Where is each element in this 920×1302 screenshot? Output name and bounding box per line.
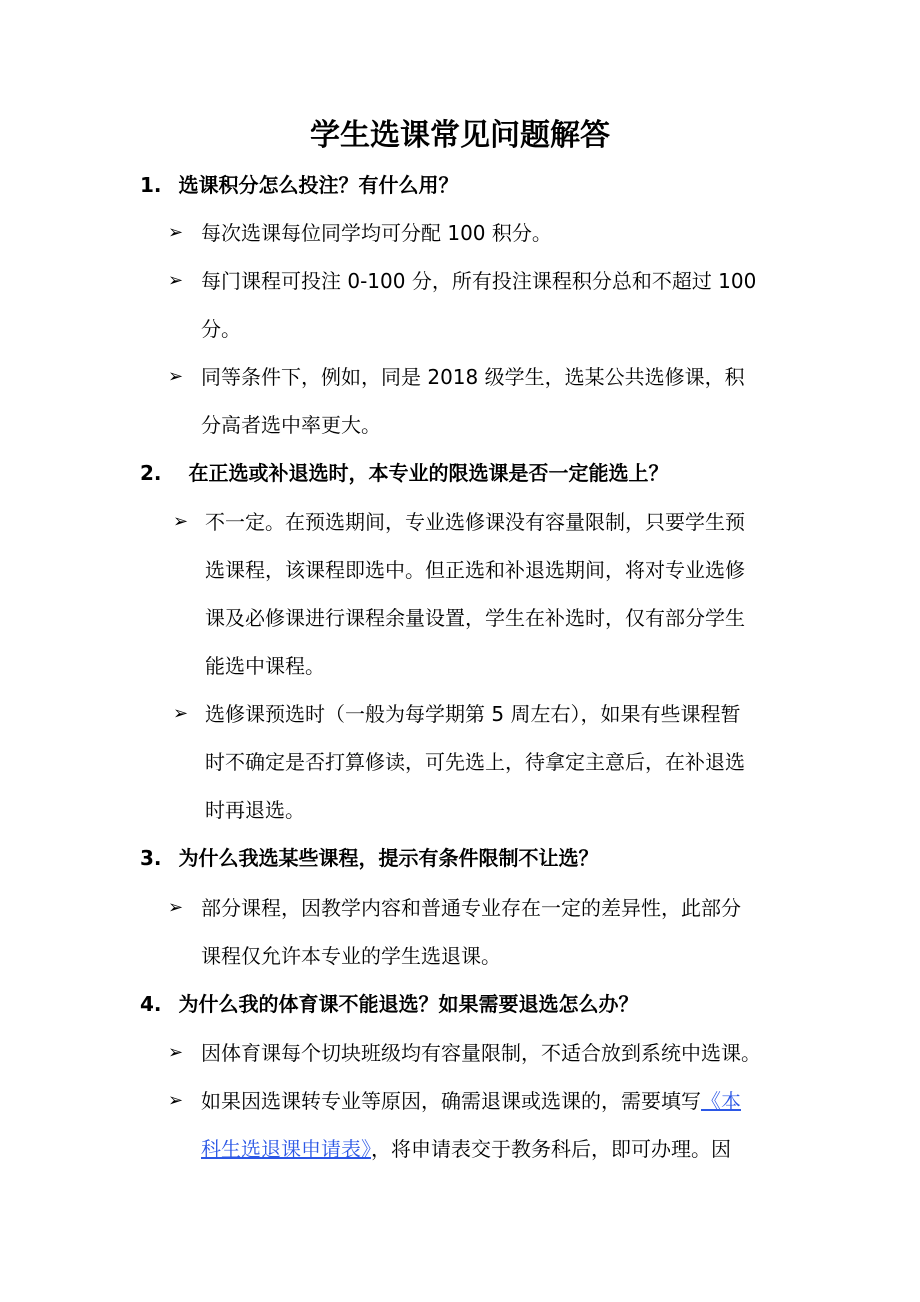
q1-bullet-3-line-1: 同等条件下，例如，同是 2018 级学生，选某公共选修课，积 — [201, 365, 745, 389]
q2-bullet-2-line-2: 时不确定是否打算修读，可先选上，待拿定主意后，在补退选 — [205, 750, 745, 774]
question-2-heading — [140, 458, 668, 488]
application-form-link[interactable]: 《本 — [701, 1089, 741, 1113]
arrow-bullet-icon: ➢ — [168, 897, 184, 918]
q4-bullet-2-text-before-link: 如果因选课转专业等原因，确需退课或选课的，需要填写 — [201, 1089, 701, 1113]
arrow-bullet-icon: ➢ — [168, 270, 184, 291]
q2-bullet-1-line-2: 选课程，该课程即选中。但正选和补退选期间，将对专业选修 — [205, 558, 745, 582]
question-2-number: 2. — [140, 461, 162, 485]
question-3-number: 3. — [140, 846, 162, 870]
q4-bullet-2-line-1 — [201, 1086, 741, 1116]
question-4-text: 为什么我的体育课不能退选？如果需要退选怎么办？ — [178, 992, 639, 1016]
question-1-number: 1. — [140, 173, 162, 197]
q2-bullet-2-line-1: 选修课预选时（一般为每学期第 5 周左右），如果有些课程暂 — [205, 702, 741, 726]
page-title: 学生选课常见问题解答 — [310, 118, 610, 153]
question-1-text: 选课积分怎么投注？有什么用？ — [178, 173, 459, 197]
question-1-heading — [140, 170, 458, 200]
q1-bullet-1-line-1: 每次选课每位同学均可分配 100 积分。 — [201, 221, 552, 245]
question-4-heading — [140, 989, 638, 1019]
q2-bullet-2-line-3: 时再退选。 — [205, 798, 305, 822]
question-3-heading — [140, 843, 598, 873]
q1-bullet-2-line-1: 每门课程可投注 0-100 分，所有投注课程积分总和不超过 100 — [201, 269, 757, 293]
arrow-bullet-icon: ➢ — [168, 1090, 184, 1111]
arrow-bullet-icon: ➢ — [168, 222, 184, 243]
q4-bullet-2-text-after-link: ，将申请表交于教务科后，即可办理。因 — [371, 1137, 731, 1161]
arrow-bullet-icon: ➢ — [173, 703, 189, 724]
application-form-link-continued[interactable]: 科生选退课申请表》 — [201, 1137, 371, 1161]
arrow-bullet-icon: ➢ — [173, 511, 189, 532]
q4-bullet-1-line-1: 因体育课每个切块班级均有容量限制，不适合放到系统中选课。 — [201, 1041, 761, 1065]
question-4-number: 4. — [140, 992, 162, 1016]
q2-bullet-1-line-1: 不一定。在预选期间，专业选修课没有容量限制，只要学生预 — [205, 510, 745, 534]
q2-bullet-1-line-4: 能选中课程。 — [205, 654, 325, 678]
q3-bullet-1-line-1: 部分课程，因教学内容和普通专业存在一定的差异性，此部分 — [201, 896, 741, 920]
q4-bullet-2-line-2 — [201, 1134, 731, 1164]
arrow-bullet-icon: ➢ — [168, 366, 184, 387]
q3-bullet-1-line-2: 课程仅允许本专业的学生选退课。 — [201, 944, 501, 968]
q1-bullet-2-line-2: 分。 — [201, 317, 241, 341]
q1-bullet-3-line-2: 分高者选中率更大。 — [201, 413, 381, 437]
question-3-text: 为什么我选某些课程，提示有条件限制不让选？ — [178, 846, 599, 870]
question-2-text: 在正选或补退选时，本专业的限选课是否一定能选上？ — [188, 461, 669, 485]
arrow-bullet-icon: ➢ — [168, 1042, 184, 1063]
q2-bullet-1-line-3: 课及必修课进行课程余量设置，学生在补选时，仅有部分学生 — [205, 606, 745, 630]
